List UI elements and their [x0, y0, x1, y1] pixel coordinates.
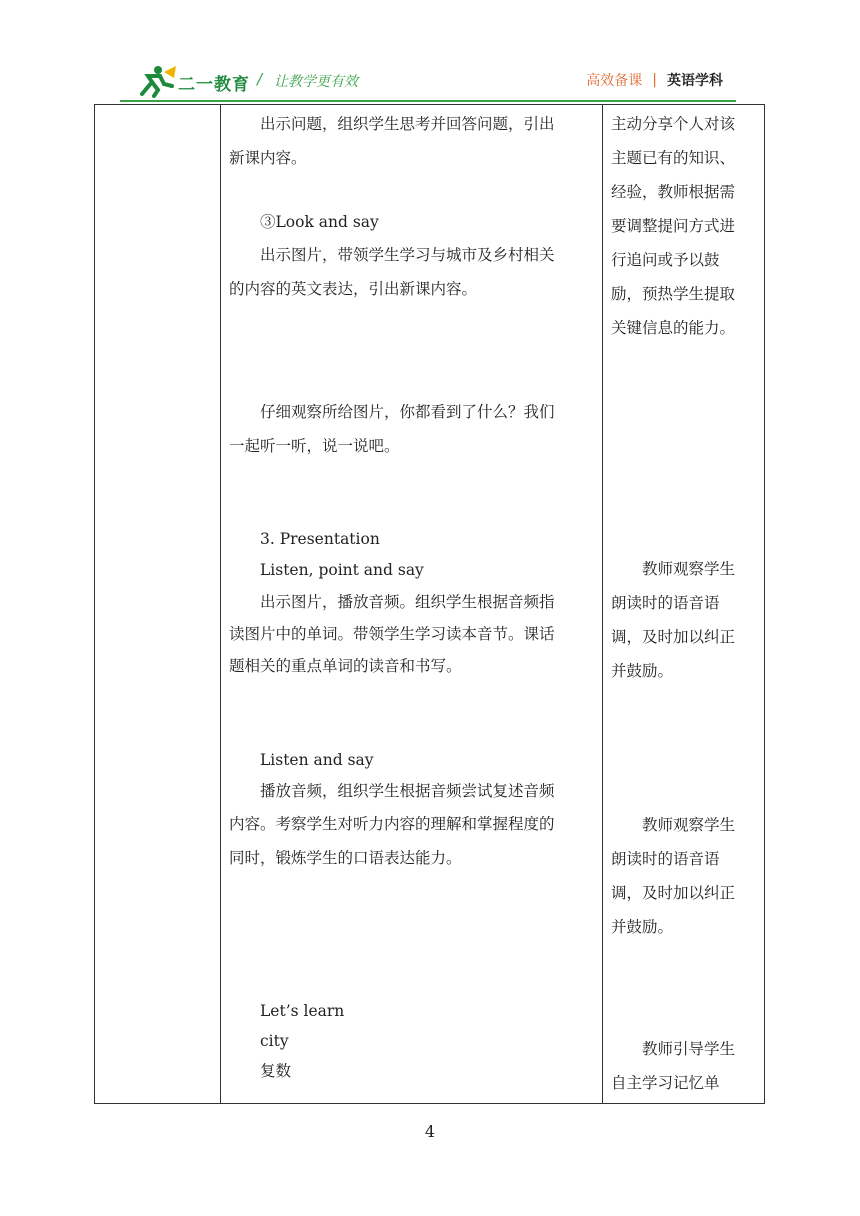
- intent-line: 调，及时加以纠正: [611, 884, 736, 902]
- page-header: [0, 0, 860, 104]
- activity-line: 仔细观察所给图片，你都看到了什么？我们: [229, 403, 555, 421]
- activity-line: 内容。考察学生对听力内容的理解和掌握程度的: [229, 815, 555, 833]
- intent-column: [603, 105, 764, 1103]
- activity-line: city: [229, 1032, 289, 1050]
- slogan-separator: /: [257, 70, 263, 88]
- subject-label: 英语学科: [667, 73, 723, 89]
- intent-line: 教师观察学生: [611, 560, 736, 578]
- activity-line: Listen, point and say: [229, 561, 424, 579]
- activity-line: 同时，锻炼学生的口语表达能力。: [229, 849, 462, 867]
- intent-line: 并鼓励。: [611, 662, 674, 680]
- activity-line: 复数: [229, 1062, 292, 1080]
- activity-column: [221, 105, 603, 1103]
- intent-line: 朗读时的语音语: [611, 850, 720, 868]
- intent-line: 要调整提问方式进: [611, 217, 736, 235]
- stage-column: [95, 105, 221, 1103]
- intent-line: 朗读时的语音语: [611, 594, 720, 612]
- intent-line: 调，及时加以纠正: [611, 628, 736, 646]
- activity-line: 读图片中的单词。带领学生学习读本音节。课话: [229, 625, 555, 643]
- intent-line: 教师引导学生: [611, 1040, 736, 1058]
- slogan: 让教学更有效: [274, 74, 358, 90]
- activity-line: 新课内容。: [229, 149, 307, 167]
- activity-line: 播放音频，组织学生根据音频尝试复述音频: [229, 782, 555, 800]
- activity-line: 出示图片，播放音频。组织学生根据音频指: [229, 593, 555, 611]
- intent-line: 关键信息的能力。: [611, 319, 736, 337]
- intent-line: 经验，教师根据需: [611, 183, 736, 201]
- intent-line: 主题已有的知识、: [611, 149, 736, 167]
- lesson-table: [94, 104, 765, 1104]
- activity-line: ③Look and say: [229, 213, 379, 231]
- header-label: 高效备课: [586, 73, 643, 89]
- intent-line: 自主学习记忆单: [611, 1074, 720, 1092]
- activity-line: 3. Presentation: [229, 530, 380, 548]
- activity-line: 出示图片，带领学生学习与城市及乡村相关: [229, 246, 555, 264]
- header-divider: |: [652, 72, 657, 88]
- activity-line: Let’s learn: [229, 1002, 345, 1020]
- activity-line: 题相关的重点单词的读音和书写。: [229, 657, 462, 675]
- header-rule: [120, 100, 736, 102]
- intent-line: 并鼓励。: [611, 918, 674, 936]
- activity-line: 一起听一听，说一说吧。: [229, 437, 400, 455]
- logo-text: 二一教育: [178, 75, 250, 95]
- header-right: [586, 70, 723, 90]
- activity-line: 出示问题，组织学生思考并回答问题，引出: [229, 115, 555, 133]
- page-number: 4: [424, 1122, 436, 1141]
- intent-line: 教师观察学生: [611, 816, 736, 834]
- intent-line: 主动分享个人对该: [611, 115, 736, 133]
- intent-line: 励，预热学生提取: [611, 285, 736, 303]
- intent-line: 行追问或予以鼓: [611, 251, 720, 269]
- activity-line: 的内容的英文表达，引出新课内容。: [229, 280, 478, 298]
- activity-line: Listen and say: [229, 751, 374, 769]
